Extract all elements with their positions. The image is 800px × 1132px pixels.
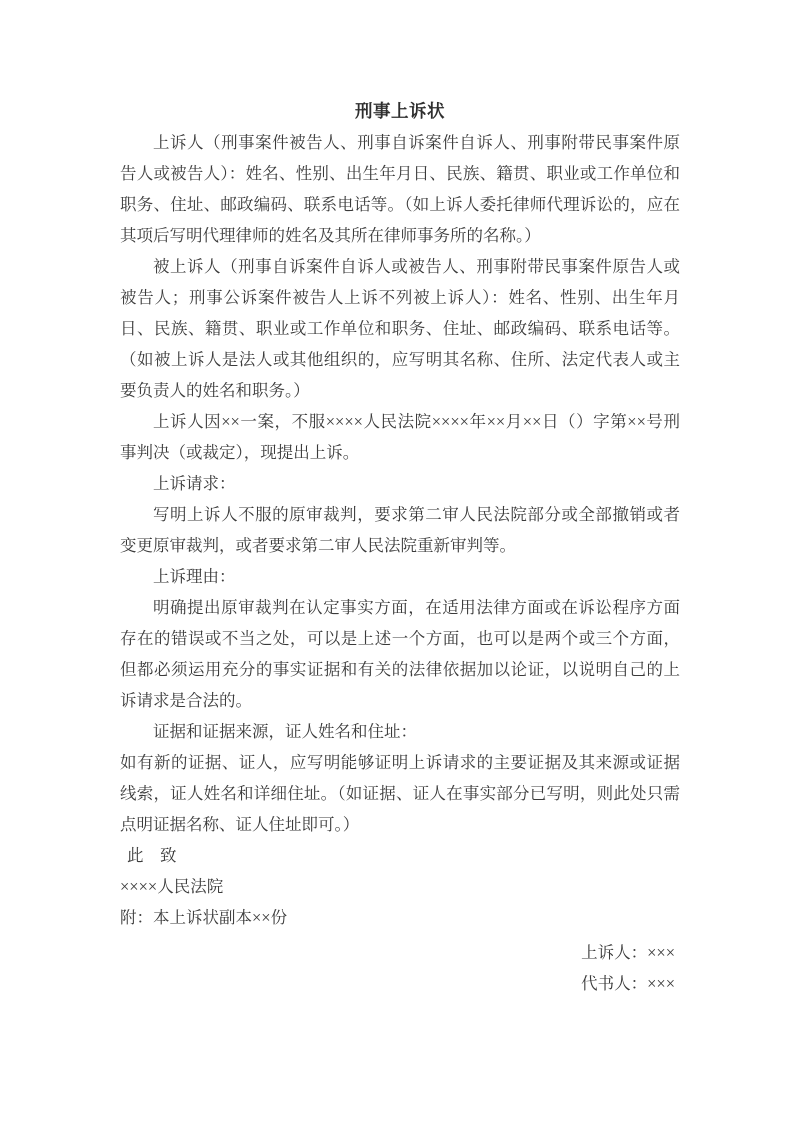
- closing-court-name: ××××人民法院: [120, 877, 224, 896]
- paragraph-case-statement: 上诉人因××一案，不服××××人民法院××××年××月××日（）字第××号刑事判决（或裁定），现提出上诉。: [120, 412, 680, 462]
- signature-appellant: 上诉人：×××: [581, 943, 675, 962]
- signature-block: [120, 937, 680, 999]
- document-body: [120, 96, 680, 999]
- paragraph-evidence: 如有新的证据、证人，应写明能够证明上诉请求的主要证据及其来源或证据线索，证人姓名和详细住址。（如证据、证人在事实部分已写明，则此处只需点明证据名称、证人住址即可。）: [120, 753, 680, 834]
- paragraph-appellee-info: 被上诉人（刑事自诉案件自诉人或被告人、刑事附带民事案件原告人或被告人；刑事公诉案件被告人上诉不列被上诉人）：姓名、性别、出生年月日、民族、籍贯、职业或工作单位和职务、住址、邮政编码、联系电话等。（如被上诉人是法人或其他组织的，应写明其名称、住所、法定代表人或主要负责人的姓名和职务。）: [120, 257, 680, 400]
- heading-appeal-grounds: 上诉理由：: [153, 567, 236, 586]
- heading-evidence: 证据和证据来源，证人姓名和住址：: [153, 722, 417, 741]
- signature-scribe: 代书人：×××: [581, 974, 675, 993]
- paragraph-appeal-grounds: 明确提出原审裁判在认定事实方面，在适用法律方面或在诉讼程序方面存在的错误或不当之处，可以是上述一个方面，也可以是两个或三个方面，但都必须运用充分的事实证据和有关的法律依据加以论证，以说明自己的上诉请求是合法的。: [120, 598, 680, 710]
- document-title: 刑事上诉状: [355, 101, 445, 121]
- closing-salute: 此 致: [127, 846, 177, 865]
- paragraph-appellant-info: 上诉人（刑事案件被告人、刑事自诉案件自诉人、刑事附带民事案件原告人或被告人）：姓名、性别、出生年月日、民族、籍贯、职业或工作单位和职务、住址、邮政编码、联系电话等。（如上诉人委托律师代理诉讼的，应在其项后写明代理律师的姓名及其所在律师事务所的名称。）: [120, 133, 680, 245]
- heading-appeal-request: 上诉请求：: [153, 474, 236, 493]
- closing-attachment-note: 附：本上诉状副本××份: [120, 908, 288, 927]
- paragraph-appeal-request: 写明上诉人不服的原审裁判，要求第二审人民法院部分或全部撤销或者变更原审裁判，或者要求第二审人民法院重新审判等。: [120, 505, 680, 555]
